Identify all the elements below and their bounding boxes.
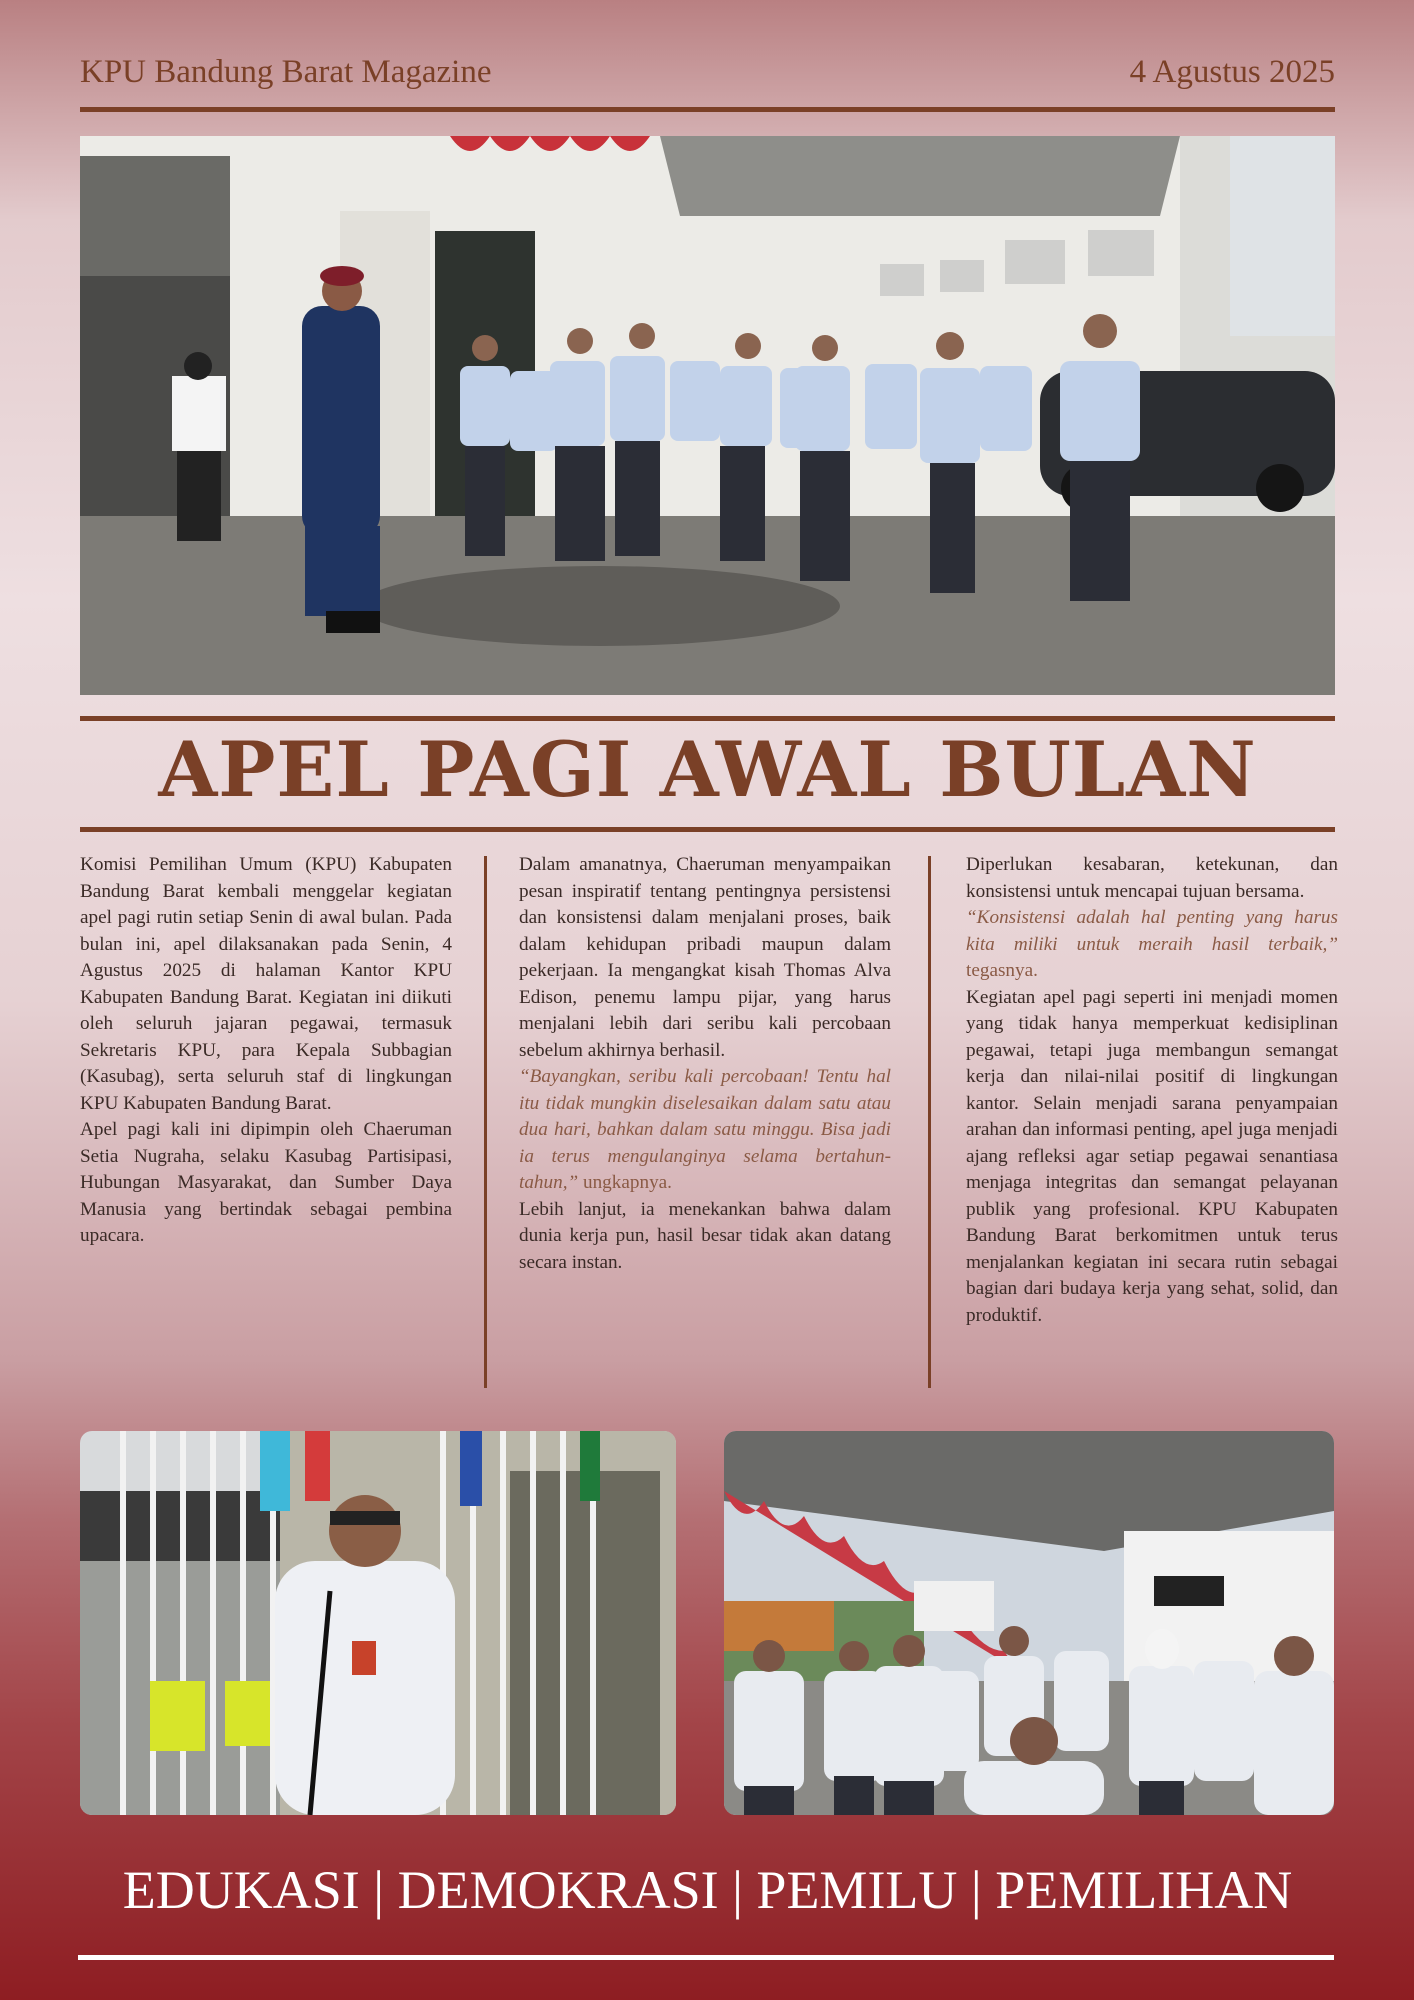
quote-attribution: ungkapnya.: [578, 1172, 672, 1193]
paragraph: Lebih lanjut, ia menekankan bahwa dalam dunia kerja pun, hasil besar tidak akan datang secara instan.: [519, 1198, 891, 1273]
assembly-photo: [724, 1431, 1334, 1815]
paragraph: Dalam amanatnya, Chaeruman menyampaikan pesan inspiratif tentang pentingnya persistensi dan konsistensi dalam menjalani proses, baik dalam kehidupan pribadi maupun dalam pekerjaan. Ia mengangkat kisah Thomas Alva Edison, penemu lampu pijar, yang harus menjalani lebih dari seribu kali percobaan sebelum akhirnya berhasil.: [519, 854, 891, 1061]
footer-rule: [78, 1955, 1334, 1960]
paragraph: Komisi Pemilihan Umum (KPU) Kabupaten Bandung Barat kembali menggelar kegiatan apel pagi rutin setiap Senin di awal bulan. Pada bulan ini, apel dilaksanakan pada Senin, 4 Agustus 2025 di halaman Kantor KPU Kabupaten Bandung Barat. Kegiatan ini diikuti oleh seluruh jajaran pegawai, termasuk Sekretaris KPU, para Kepala Subbagian (Kasubag), serta seluruh staf di lingkungan KPU Kabupaten Bandung Barat.: [80, 854, 452, 1114]
article-column-3: [966, 852, 1338, 1329]
speaker-photo: [80, 1431, 676, 1815]
pull-quote: [966, 905, 1338, 985]
publication-name: KPU Bandung Barat Magazine: [80, 53, 492, 90]
column-divider: [928, 856, 931, 1388]
quote-attribution: tegasnya.: [966, 960, 1038, 981]
issue-date: 4 Agustus 2025: [1129, 53, 1335, 90]
article-headline: APEL PAGI AWAL BULAN: [158, 725, 1257, 814]
masthead: [80, 52, 1335, 92]
quote-text: “Bayangkan, seribu kali percobaan! Tentu hal itu tidak mungkin diselesaikan dalam satu atau dua hari, bahkan dalam satu minggu. Bisa jadi ia terus mengulanginya selama bertahun-tahun,”: [519, 1066, 891, 1193]
hero-photo: [80, 136, 1335, 695]
quote-text: “Konsistensi adalah hal penting yang harus kita miliki untuk meraih hasil terbaik,”: [966, 907, 1338, 955]
footer-tagline: EDUKASI | DEMOKRASI | PEMILU | PEMILIHAN: [122, 1860, 1293, 1920]
headline-bottom-rule: [80, 827, 1335, 832]
article-column-1: [80, 852, 452, 1250]
pull-quote: [519, 1064, 891, 1197]
column-divider: [484, 856, 487, 1388]
article-column-2: [519, 852, 891, 1276]
paragraph: Kegiatan apel pagi seperti ini menjadi momen yang tidak hanya memperkuat kedisiplinan pegawai, tetapi juga membangun semangat kerja dan nilai-nilai positif di lingkungan kantor. Selain menjadi sarana penyampaian arahan dan informasi penting, apel juga menjadi ajang refleksi agar setiap pegawai senantiasa menjaga integritas dan semangat pelayanan publik yang profesional. KPU Kabupaten Bandung Barat berkomitmen untuk terus menjalankan kegiatan ini secara rutin sebagai bagian dari budaya kerja yang sehat, solid, dan produktif.: [966, 986, 1338, 1326]
masthead-rule: [80, 107, 1335, 112]
paragraph: Diperlukan kesabaran, ketekunan, dan konsistensi untuk mencapai tujuan bersama.: [966, 854, 1338, 902]
paragraph: Apel pagi kali ini dipimpin oleh Chaeruman Setia Nugraha, selaku Kasubag Partisipasi, Hubungan Masyarakat, dan Sumber Daya Manusia yang bertindak sebagai pembina upacara.: [80, 1119, 452, 1246]
